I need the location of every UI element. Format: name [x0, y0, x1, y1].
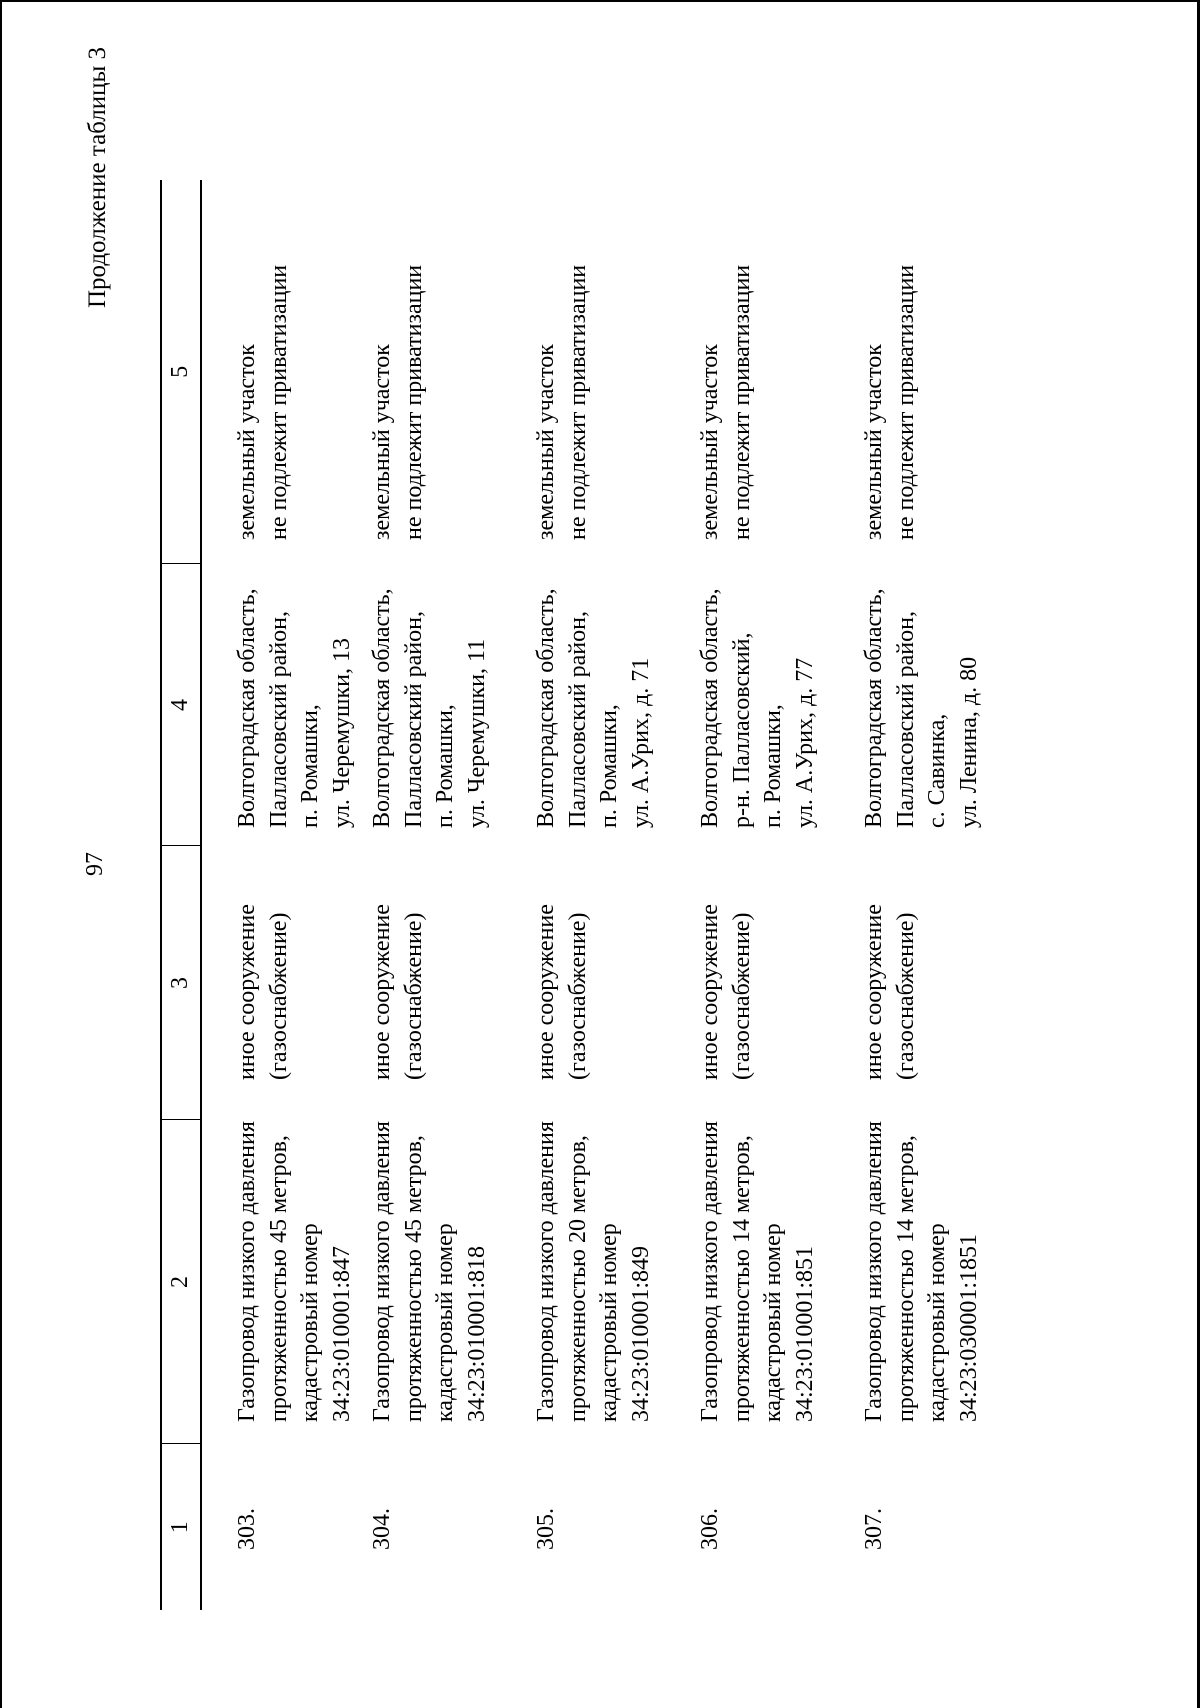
address-line: ул. Черемушки, 11 — [463, 638, 490, 828]
address-line: Палласовский район, — [564, 611, 591, 828]
property-table — [160, 180, 1023, 1610]
object-name-line: 34:23:010001:851 — [791, 1245, 818, 1422]
object-name-line: Газопровод низкого давления — [861, 1121, 887, 1422]
note-line: не подлежит приватизации — [892, 264, 919, 540]
address-line: ул. А.Урих, д. 77 — [791, 657, 818, 828]
address-line: Волгоградская область, — [234, 588, 260, 828]
note-line: земельный участок — [861, 344, 887, 540]
row-number: 304. — [369, 1508, 395, 1550]
address-line: Волгоградская область, — [369, 588, 395, 828]
address-line: ул. А.Урих, д. 71 — [627, 657, 654, 828]
address-line: п. Ромашки, — [297, 704, 323, 828]
object-name-line: Газопровод низкого давления — [369, 1121, 395, 1422]
address-line: п. Ромашки, — [760, 704, 786, 828]
object-name-line: 34:23:010001:849 — [627, 1245, 654, 1422]
table-row — [367, 180, 531, 1610]
address-line: п. Ромашки, — [596, 704, 622, 828]
address-line: Волгоградская область, — [697, 588, 723, 828]
table-row — [201, 180, 367, 1610]
object-name — [859, 1120, 1023, 1444]
address-line: п. Ромашки, — [432, 704, 458, 828]
object-kind-line: иное сооружение — [533, 904, 559, 1080]
object-name-line: кадастровый номер — [596, 1223, 622, 1422]
object-kind-line: (газоснабжение) — [400, 912, 427, 1080]
object-kind — [367, 846, 531, 1120]
table-row — [859, 180, 1023, 1610]
object-name-line: кадастровый номер — [432, 1223, 458, 1422]
object-kind-line: (газоснабжение) — [892, 912, 919, 1080]
note-line: не подлежит приватизации — [400, 264, 427, 540]
object-address — [859, 564, 1023, 846]
object-name-line: 34:23:010001:818 — [463, 1245, 490, 1422]
table-header-row — [161, 180, 201, 1610]
row-number: 306. — [697, 1508, 723, 1550]
object-name-line: 34:23:010001:847 — [328, 1245, 355, 1422]
address-line: Палласовский район, — [892, 611, 919, 828]
object-kind-line: (газоснабжение) — [564, 912, 591, 1080]
page-number: 97 — [82, 852, 108, 876]
address-line: ул. Черемушки, 13 — [328, 638, 355, 828]
object-note — [531, 180, 695, 564]
address-line: ул. Ленина, д. 80 — [955, 656, 982, 828]
column-header-2: 2 — [161, 1120, 201, 1444]
row-number: 307. — [861, 1508, 887, 1550]
note-line: не подлежит приватизации — [728, 264, 755, 540]
address-line: с. Савинка, — [924, 713, 950, 828]
object-kind — [859, 846, 1023, 1120]
object-name — [695, 1120, 859, 1444]
object-name-line: протяженностью 14 метров, — [728, 1135, 755, 1422]
object-name-line: протяженностью 45 метров, — [400, 1135, 427, 1422]
object-name — [201, 1120, 367, 1444]
column-header-5: 5 — [161, 180, 201, 564]
note-line: земельный участок — [533, 344, 559, 540]
table-caption: Продолжение таблицы 3 — [84, 46, 111, 308]
object-address — [531, 564, 695, 846]
object-name-line: 34:23:030001:1851 — [955, 1233, 982, 1422]
address-line: Палласовский район, — [265, 611, 292, 828]
object-kind-line: иное сооружение — [697, 904, 723, 1080]
note-line: земельный участок — [369, 344, 395, 540]
note-line: не подлежит приватизации — [564, 264, 591, 540]
object-name-line: кадастровый номер — [297, 1223, 323, 1422]
object-name-line: Газопровод низкого давления — [697, 1121, 723, 1422]
column-header-4: 4 — [161, 564, 201, 846]
note-line: не подлежит приватизации — [265, 264, 292, 540]
object-name-line: протяженностью 14 метров, — [892, 1135, 919, 1422]
object-name — [531, 1120, 695, 1444]
object-kind — [531, 846, 695, 1120]
object-address — [201, 564, 367, 846]
row-number: 303. — [234, 1508, 260, 1550]
object-name-line: протяженностью 20 метров, — [564, 1135, 591, 1422]
object-address — [367, 564, 531, 846]
address-line: Волгоградская область, — [533, 588, 559, 828]
object-name-line: кадастровый номер — [760, 1223, 786, 1422]
column-header-1: 1 — [161, 1444, 201, 1610]
object-kind-line: иное сооружение — [234, 904, 260, 1080]
object-note — [695, 180, 859, 564]
object-name — [367, 1120, 531, 1444]
note-line: земельный участок — [234, 344, 260, 540]
object-name-line: Газопровод низкого давления — [533, 1121, 559, 1422]
object-name-line: кадастровый номер — [924, 1223, 950, 1422]
object-kind-line: иное сооружение — [369, 904, 395, 1080]
object-name-line: протяженностью 45 метров, — [265, 1135, 292, 1422]
address-line: р-н. Палласовский, — [728, 632, 755, 828]
object-note — [367, 180, 531, 564]
object-name-line: Газопровод низкого давления — [234, 1121, 260, 1422]
note-line: земельный участок — [697, 344, 723, 540]
object-kind-line: (газоснабжение) — [265, 912, 292, 1080]
object-kind-line: (газоснабжение) — [728, 912, 755, 1080]
column-header-3: 3 — [161, 846, 201, 1120]
table-row — [531, 180, 695, 1610]
object-kind-line: иное сооружение — [861, 904, 887, 1080]
object-note — [201, 180, 367, 564]
table-row — [695, 180, 859, 1610]
object-note — [859, 180, 1023, 564]
address-line: Волгоградская область, — [861, 588, 887, 828]
object-kind — [695, 846, 859, 1120]
object-address — [695, 564, 859, 846]
address-line: Палласовский район, — [400, 611, 427, 828]
row-number: 305. — [533, 1508, 559, 1550]
object-kind — [201, 846, 367, 1120]
